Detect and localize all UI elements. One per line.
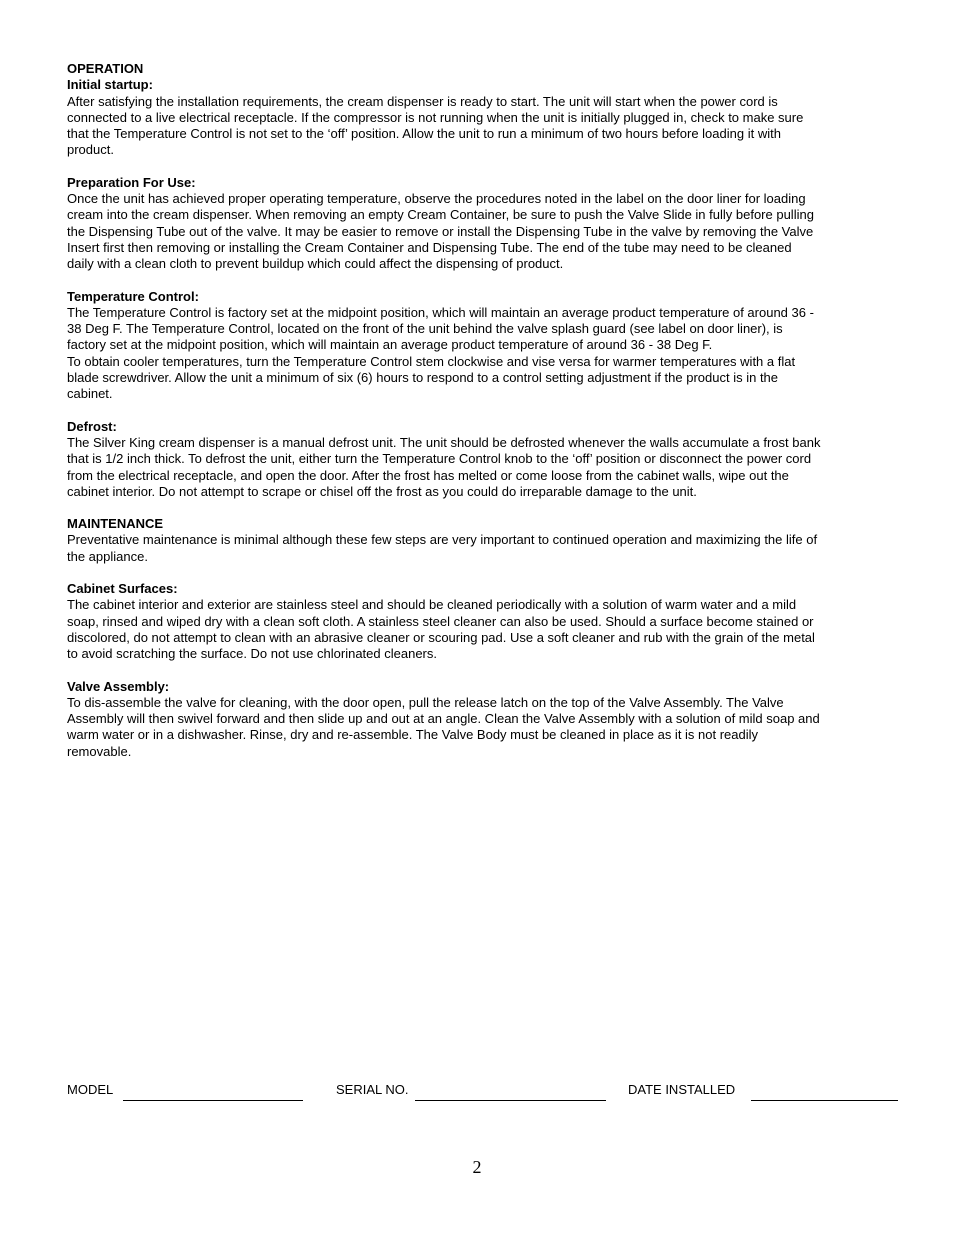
section-heading-operation: OPERATION (67, 61, 144, 76)
model-field (67, 1082, 113, 1097)
date-installed-blank-line[interactable] (751, 1082, 898, 1098)
section-subheading-initial-startup: Initial startup: (67, 77, 153, 93)
section-heading-valve-assembly: Valve Assembly: (67, 678, 170, 694)
model-label: MODEL (67, 1082, 114, 1097)
section-body-defrost: The Silver King cream dispenser is a manual defrost unit. The unit should be defrosted whenever the walls accumulate a frost bank that is 1/2 inch thick. To defrost the unit, either turn the Temperature Control knob to the ‘off’ position or disconnect the power cord from the electrical receptacle, and open the door. After the frost has melted or come loose from the cabinet walls, wipe out the cabinet interior. Do not attempt to scrape or chisel off the frost as you could do irreparable damage to the unit. (67, 434, 821, 499)
section-valve-assembly (67, 679, 889, 760)
section-preparation-for-use (67, 175, 889, 273)
section-cabinet-surfaces (67, 581, 889, 662)
document-page (67, 61, 889, 776)
date-installed-underline (751, 1100, 898, 1101)
section-temperature-control (67, 289, 889, 403)
serial-blank-line[interactable] (415, 1082, 606, 1098)
section-operation (67, 61, 889, 159)
serial-label: SERIAL NO. (336, 1082, 409, 1097)
section-body-valve-assembly: To dis-assemble the valve for cleaning, with the door open, pull the release latch on the top of the Valve Assembly. The Valve Assembly will then swivel forward and then slide up and out at an angle. Clean the Valve Assembly with a solution of mild soap and warm water or in a dishwasher. Rinse, dry and re-assemble. The Valve Body must be cleaned in place as it is not readily removable. (67, 694, 820, 759)
section-body-preparation-for-use: Once the unit has achieved proper operating temperature, observe the procedures noted in the label on the door liner for loading cream into the cream dispenser. When removing an empty Cream Container, be sure to push the Valve Slide in fully before pulling the Dispensing Tube out of the valve. It may be easier to remove or install the Dispensing Tube in the valve by removing the Valve Insert first then removing or installing the Cream Container and Dispensing Tube. The end of the tube may need to be cleaned daily with a clean cloth to prevent buildup which could affect the dispensing of product. (67, 191, 814, 272)
section-maintenance (67, 516, 889, 565)
model-underline (123, 1100, 303, 1101)
section-defrost (67, 419, 889, 500)
section-heading-temperature-control: Temperature Control: (67, 288, 199, 304)
section-heading-cabinet-surfaces: Cabinet Surfaces: (67, 581, 178, 597)
section-body-maintenance: Preventative maintenance is minimal although these few steps are very important to continued operation and maximizing the life of the appliance. (67, 532, 818, 564)
serial-field (336, 1082, 408, 1097)
section-heading-defrost: Defrost: (67, 418, 117, 434)
page-number: 2 (472, 1157, 482, 1177)
date-installed-label: DATE INSTALLED (628, 1082, 736, 1097)
section-body-initial-startup: After satisfying the installation requirements, the cream dispenser is ready to start. The unit will start when the power cord is connected to a live electrical receptacle. If the compressor is not running when the unit is initially plugged in, check to make sure that the Temperature Control is not set to the ‘off’ position. Allow the unit to run a minimum of two hours before loading it with product. (67, 93, 804, 158)
section-heading-maintenance: MAINTENANCE (67, 516, 164, 532)
model-blank-line[interactable] (123, 1082, 303, 1098)
section-body-cabinet-surfaces: The cabinet interior and exterior are stainless steel and should be cleaned periodically with a solution of warm water and a mild soap, rinsed and wiped dry with a clean soft cloth. A stainless steel cleaner can also be used. Should a surface become stained or discolored, do not attempt to clean with an abrasive cleaner or scouring pad. Use a soft cleaner and rub with the grain of the metal to avoid scratching the surface. Do not use chlorinated cleaners. (67, 597, 815, 662)
date-installed-field (628, 1082, 735, 1097)
installation-record-fields (67, 1082, 899, 1102)
serial-underline (415, 1100, 606, 1101)
section-heading-preparation-for-use: Preparation For Use: (67, 174, 196, 190)
section-body-temperature-control: The Temperature Control is factory set at the midpoint position, which will maintain an average product temperature of around 36 - 38 Deg F. The Temperature Control, located on the front of the unit behind the valve splash guard (see label on door liner), is factory set at the midpoint position, which will maintain an average product temperature of around 36 - 38 Deg F. To obtain cooler temperatures, turn the Temperature Control stem clockwise and vise versa for warmer temperatures with a flat blade screwdriver. Allow the unit a minimum of six (6) hours to respond to a control setting adjustment if the product is in the cabinet. (67, 304, 814, 402)
